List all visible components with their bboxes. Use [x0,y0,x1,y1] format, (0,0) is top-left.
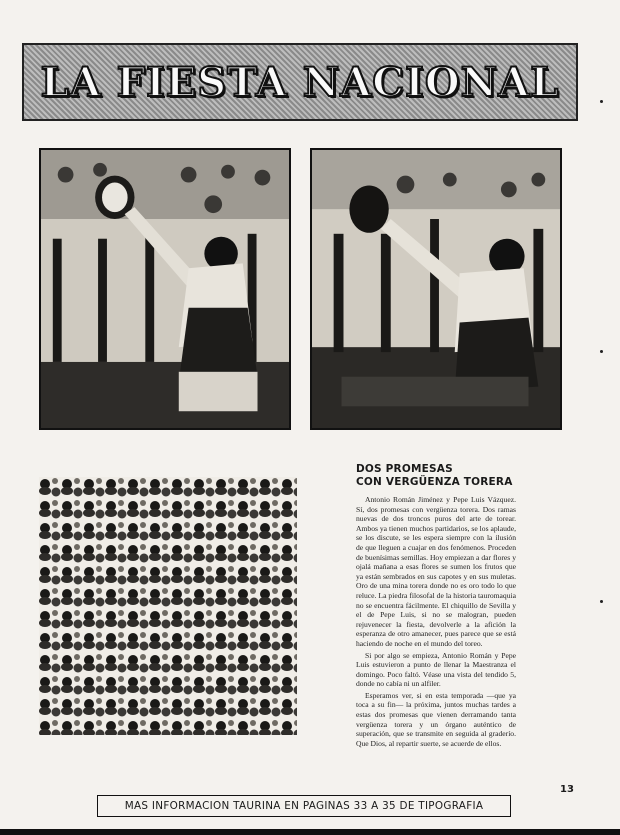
bullfighter-photo-right-graphic [312,150,560,428]
article-paragraph-2: Si por algo se empieza, Antonio Román y Pepe Luis estuvieron a punto de llenar la Maestranza el domingo. Poco faltó. Véase una vista del tendido 5, donde no cabía ni un alfiler. [356,650,516,689]
footer-cross-reference: MAS INFORMACION TAURINA EN PAGINAS 33 A 35 DE TIPOGRAFIA [97,795,511,817]
section-banner [22,43,578,121]
headline-line-2: CON VERGÜENZA TORERA [356,476,513,488]
article-paragraph-1: Antonio Román Jiménez y Pepe Luis Vázquez. Sí, dos promesas con vergüenza torera. Dos ramas nuevas de dos troncos puros del arte de torear. Ambos ya tienen muchos partidarios, se los aplaude, se los discute, se les espera siempre con la ilusión de que lleguen a cuajar en dos fenómenos. Proceden de buenísimas semillas. Hoy empiezan a dar flores y ojalá mañana a esas flores se sumen los frutos que ya están sembrados en sus capotes y en sus muletas. Oro de una mina torera donde no es oro todo lo que reluce. La piedra filosofal de la historia tauromaquia no se encuentra fácilmente. El chiquillo de Sevilla y el de Pepe Luis, si no se malogran, pueden rejuvenecer la fiesta, devolverle a la afición la esperanza de otro amanecer, pues parece que se está haciendo de noche en el mundo del toreo. [356,495,516,648]
article-headline [356,463,516,489]
photo-bullfighter-left [39,148,291,430]
bullfighter-photo-left-graphic [41,150,289,428]
photo-bullfighter-right [310,148,562,430]
bottom-rule [0,829,620,835]
crowd-photo-graphic [39,477,297,735]
section-title: LA FIESTA NACIONAL [40,58,560,106]
margin-dot [600,100,603,103]
page-number: 13 [560,784,574,795]
margin-dot [600,350,603,353]
headline-line-1: DOS PROMESAS [356,463,453,475]
article [356,463,516,750]
margin-dot [600,600,603,603]
photo-crowd [39,477,297,735]
article-paragraph-3: Esperamos ver, si en esta temporada —que ya toca a su fin— la próxima, juntos muchas tardes a estas dos promesas que vienen derramando tanta vergüenza torera y un órgano auténtico de superación, que se transmite en seguida al graderío. Que Dios, al repartir suerte, se acuerde de ellos. [356,690,516,748]
